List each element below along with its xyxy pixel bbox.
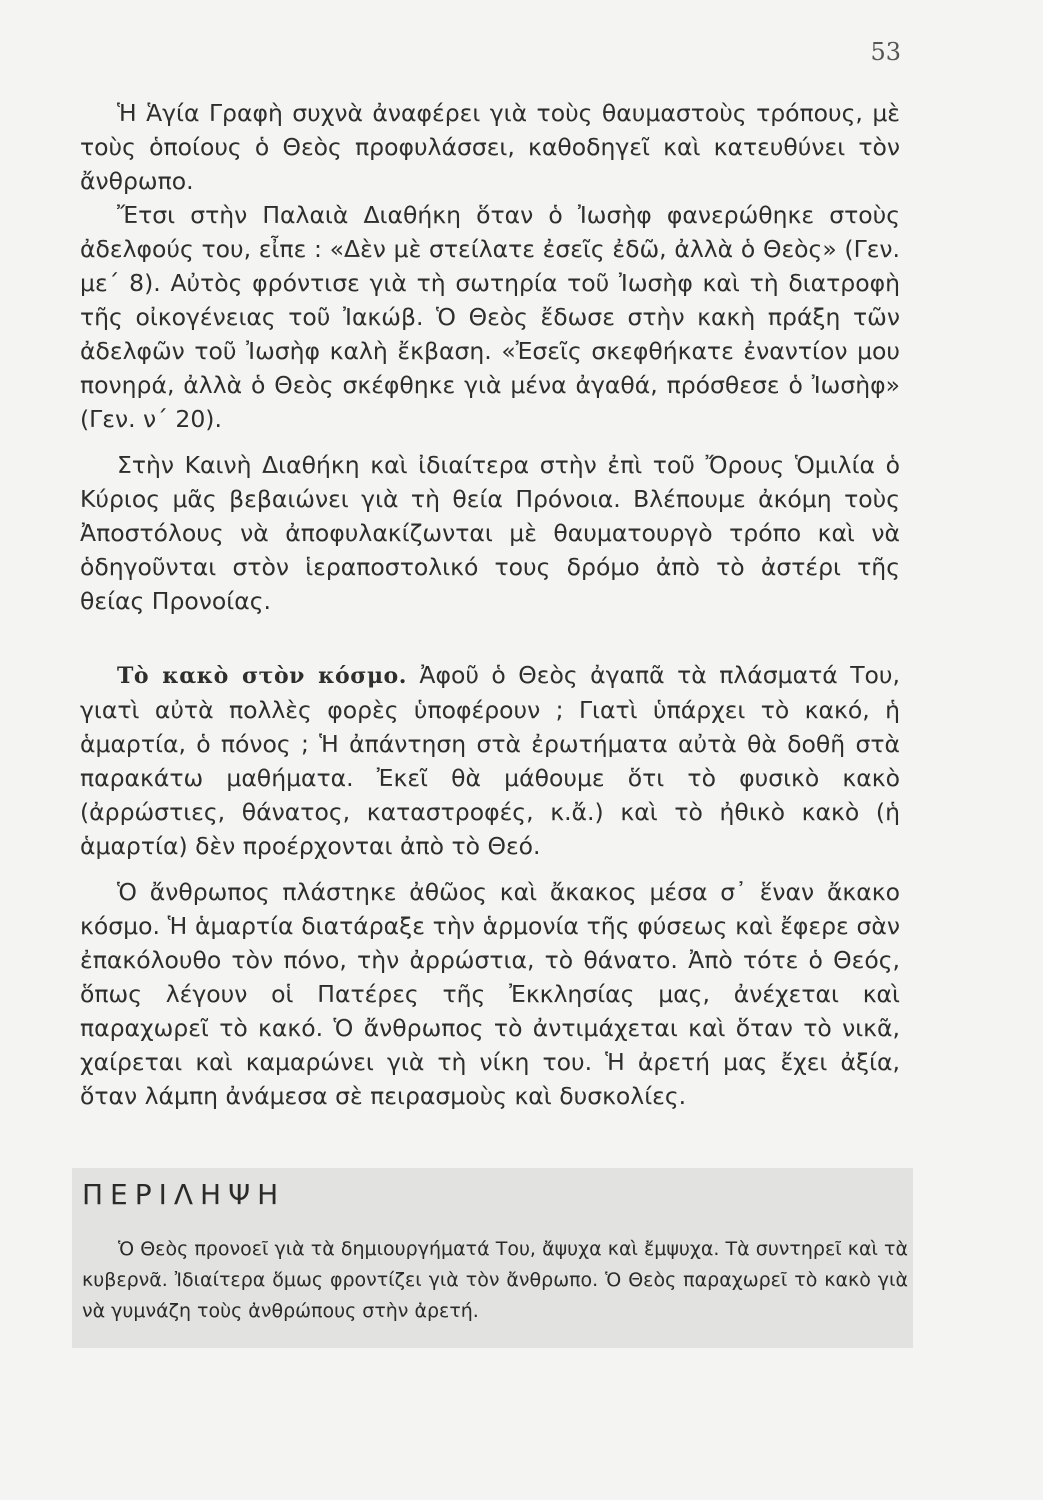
paragraph-providence-scripture: Ἡ Ἁγία Γραφὴ συχνὰ ἀναφέρει γιὰ τοὺς θαυμαστοὺς τρόπους, μὲ τοὺς ὁποίους ὁ Θεὸς προφυλάσσει, καθοδηγεῖ καὶ κατευθύνει τὸν ἄνθρωπο. — [80, 99, 900, 195]
section-first-paragraph: Ἀφοῦ ὁ Θεὸς ἀγαπᾶ τὰ πλάσματά Του, γιατὶ αὐτὰ πολλὲς φορὲς ὑποφέρουν ; Γιατὶ ὑπάρχει τὸ κακό, ἡ ἁμαρτία, ὁ πόνος ; Ἡ ἀπάντηση στὰ ἐρωτήματα αὐτὰ θὰ δοθῆ στὰ παρακάτω μαθήματα. Ἐκεῖ θὰ μάθουμε ὅτι τὸ φυσικὸ κακὸ (ἀρρώστιες, θάνατος, καταστροφές, κ.ἄ.) καὶ τὸ ἠθικὸ κακὸ (ἡ ἁμαρτία) δὲν προέρχονται ἀπὸ τὸ Θεό. — [80, 661, 900, 860]
page-number: 53 — [870, 38, 901, 66]
paragraph-old-testament: Ἔτσι στὴν Παλαιὰ Διαθήκη ὅταν ὁ Ἰωσὴφ φανερώθηκε στοὺς ἀδελφούς του, εἶπε : «Δὲν μὲ στείλατε ἐσεῖς ἐδῶ, ἀλλὰ ὁ Θεὸς» (Γεν. με΄ 8). Αὐτὸς φρόντισε γιὰ τὴ σωτηρία τοῦ Ἰωσὴφ καὶ τὴ διατροφὴ τῆς οἰκογένειας τοῦ Ἰακώβ. Ὁ Θεὸς ἔδωσε στὴν κακὴ πράξη τῶν ἀδελφῶν τοῦ Ἰωσὴφ καλὴ ἔκβαση. «Ἐσεῖς σκεφθήκατε ἐναντίον μου πονηρά, ἀλλὰ ὁ Θεὸς σκέφθηκε γιὰ μένα ἀγαθά, πρόσθεσε ὁ Ἰωσὴφ» (Γεν. ν΄ 20). — [80, 201, 900, 433]
summary-title: ΠΕΡΙΛΗΨΗ — [82, 1178, 286, 1211]
section-heading: Τὸ κακὸ στὸν κόσμο. — [117, 663, 407, 689]
summary-text: Ὁ Θεὸς προνοεῖ γιὰ τὰ δημιουργήματά Του, ἄψυχα καὶ ἔμψυχα. Τὰ συντηρεῖ καὶ τὰ κυβερνᾶ. Ἰδιαίτερα ὅμως φροντίζει γιὰ τὸν ἄνθρωπο. Ὁ Θεὸς παραχωρεῖ τὸ κακὸ γιὰ νὰ γυμνάζη τοὺς ἀνθρώπους στὴν ἀρετή. — [82, 1238, 908, 1322]
paragraph-new-testament: Στὴν Καινὴ Διαθήκη καὶ ἰδιαίτερα στὴν ἐπὶ τοῦ Ὄρους Ὁμιλία ὁ Κύριος μᾶς βεβαιώνει γιὰ τὴ θεία Πρόνοια. Βλέπουμε ἀκόμη τοὺς Ἀποστόλους νὰ ἀποφυλακίζωνται μὲ θαυματουργὸ τρόπο καὶ νὰ ὁδηγοῦνται στὸν ἱεραποστολικό τους δρόμο ἀπὸ τὸ ἀστέρι τῆς θείας Προνοίας. — [80, 451, 900, 615]
paragraph-evil-in-world — [80, 658, 900, 863]
summary-box — [72, 1168, 913, 1348]
paragraph-man-created: Ὁ ἄνθρωπος πλάστηκε ἀθῶος καὶ ἄκακος μέσα σ᾽ ἕναν ἄκακο κόσμο. Ἡ ἁμαρτία διατάραξε τὴν ἁρμονία τῆς φύσεως καὶ ἔφερε σὰν ἐπακόλουθο τὸν πόνο, τὴν ἀρρώστια, τὸ θάνατο. Ἀπὸ τότε ὁ Θεός, ὅπως λέγουν οἱ Πατέρες τῆς Ἐκκλησίας μας, ἀνέχεται καὶ παραχωρεῖ τὸ κακό. Ὁ ἄνθρωπος τὸ ἀντιμάχεται καὶ ὅταν τὸ νικᾶ, χαίρεται καὶ καμαρώνει γιὰ τὴ νίκη του. Ἡ ἀρετή μας ἔχει ἀξία, ὅταν λάμπη ἀνάμεσα σὲ πειρασμοὺς καὶ δυσκολίες. — [80, 878, 900, 1110]
main-text — [80, 96, 900, 1113]
